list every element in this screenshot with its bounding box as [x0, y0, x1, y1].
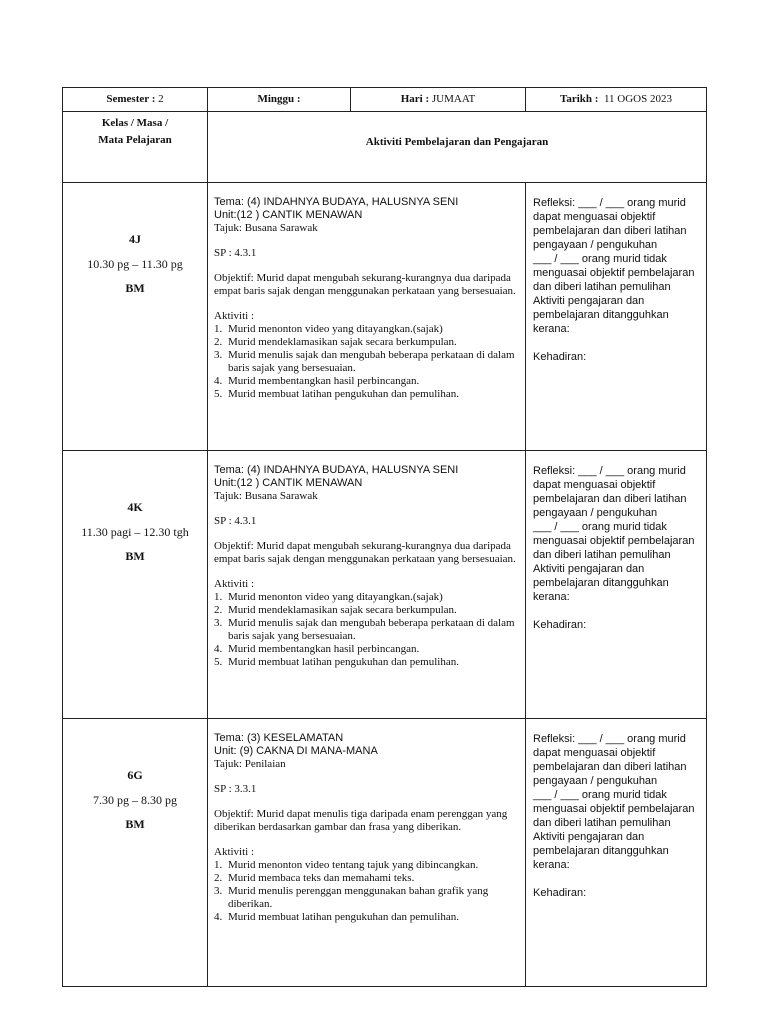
tarikh-cell [526, 88, 707, 112]
sp-text: SP : 4.3.1 [214, 515, 257, 527]
sp-text: SP : 3.3.1 [214, 783, 257, 795]
aktiviti-label: Aktiviti : [214, 310, 255, 322]
class-time: 10.30 pg – 11.30 pg [87, 257, 183, 271]
refleksi-line: Aktiviti pengajaran dan pembelajaran ditangguhkan kerana: [533, 563, 669, 603]
kehadiran-text: Kehadiran: [533, 351, 587, 363]
hari-value: JUMAAT [431, 93, 476, 105]
refleksi-cell [526, 451, 707, 719]
refleksi-line: ___ / ___ orang murid tidak menguasai objektif pembelajaran dan diberi latihan pemulihan [533, 521, 695, 561]
aktiviti-label: Aktiviti : [214, 846, 255, 858]
activities-header [208, 112, 707, 183]
class-cell [63, 183, 208, 451]
refleksi-line: Refleksi: ___ / ___ orang murid dapat menguasai objektif pembelajaran dan diberi latihan pengayaan / pengukuhan [533, 465, 687, 519]
objektif-text: Objektif: Murid dapat menulis tiga daripada enam perenggan yang diberikan berdasarkan gambar dan frasa yang diberikan. [214, 808, 508, 833]
aktiviti-list [214, 859, 519, 924]
refleksi-line: Refleksi: ___ / ___ orang murid dapat menguasai objektif pembelajaran dan diberi latihan pengayaan / pengukuhan [533, 197, 687, 251]
refleksi-line: Refleksi: ___ / ___ orang murid dapat menguasai objektif pembelajaran dan diberi latihan pengayaan / pengukuhan [533, 733, 687, 787]
class-name: 6G [127, 768, 143, 782]
refleksi-cell [526, 719, 707, 987]
lesson-row [63, 719, 707, 987]
tarikh-value: 11 OGOS 2023 [603, 93, 672, 105]
aktiviti-item: 3. Murid menulis sajak dan mengubah beberapa perkataan di dalam baris sajak yang bersesuaian. [225, 617, 519, 643]
activity-cell [208, 719, 526, 987]
lesson-plan-table [62, 87, 707, 987]
refleksi-line: ___ / ___ orang murid tidak menguasai objektif pembelajaran dan diberi latihan pemulihan [533, 253, 695, 293]
tema-text: Tema: (4) INDAHNYA BUDAYA, HALUSNYA SENI [214, 464, 459, 476]
tajuk-text: Tajuk: Busana Sarawak [214, 490, 318, 502]
refleksi-line: Aktiviti pengajaran dan pembelajaran ditangguhkan kerana: [533, 831, 669, 871]
refleksi-cell [526, 183, 707, 451]
subheader-row [63, 112, 707, 183]
unit-text: Unit:(12 ) CANTIK MENAWAN [214, 477, 363, 489]
hari-cell [351, 88, 526, 112]
semester-label: Semester : [106, 93, 156, 105]
sp-text: SP : 4.3.1 [214, 247, 257, 259]
lesson-row [63, 451, 707, 719]
class-subject: BM [125, 549, 145, 563]
header-row [63, 88, 707, 112]
semester-cell [63, 88, 208, 112]
aktiviti-label: Aktiviti : [214, 578, 255, 590]
aktiviti-item: 1. Murid menonton video tentang tajuk yang dibincangkan. [225, 859, 519, 872]
aktiviti-item: 5. Murid membuat latihan pengukuhan dan pemulihan. [225, 656, 519, 669]
class-time: 11.30 pagi – 12.30 tgh [81, 525, 189, 539]
subheader-left-line1: Kelas / Masa / [101, 117, 169, 129]
semester-value: 2 [158, 93, 164, 105]
activity-cell [208, 183, 526, 451]
aktiviti-item: 1. Murid menonton video yang ditayangkan.(sajak) [225, 591, 519, 604]
aktiviti-item: 2. Murid mendeklamasikan sajak secara berkumpulan. [225, 604, 519, 617]
class-time-subject-header [63, 112, 208, 183]
kehadiran-text: Kehadiran: [533, 887, 587, 899]
lesson-row [63, 183, 707, 451]
class-subject: BM [125, 281, 145, 295]
subheader-left-line2: Mata Pelajaran [98, 134, 172, 146]
class-time: 7.30 pg – 8.30 pg [93, 793, 177, 807]
aktiviti-item: 2. Murid mendeklamasikan sajak secara berkumpulan. [225, 336, 519, 349]
aktiviti-list [214, 591, 519, 669]
aktiviti-item: 3. Murid menulis perenggan menggunakan bahan grafik yang diberikan. [225, 885, 519, 911]
aktiviti-item: 2. Murid membaca teks dan memahami teks. [225, 872, 519, 885]
class-subject: BM [125, 817, 145, 831]
tarikh-label: Tarikh : [560, 93, 599, 105]
objektif-text: Objektif: Murid dapat mengubah sekurang-kurangnya dua daripada empat baris sajak dengan menggunakan perkataan yang bersesuaian. [214, 540, 516, 565]
class-cell [63, 719, 208, 987]
tajuk-text: Tajuk: Penilaian [214, 758, 286, 770]
activity-cell [208, 451, 526, 719]
aktiviti-item: 3. Murid menulis sajak dan mengubah beberapa perkataan di dalam baris sajak yang bersesuaian. [225, 349, 519, 375]
aktiviti-item: 4. Murid membuat latihan pengukuhan dan pemulihan. [225, 911, 519, 924]
refleksi-line: Aktiviti pengajaran dan pembelajaran ditangguhkan kerana: [533, 295, 669, 335]
class-cell [63, 451, 208, 719]
tema-text: Tema: (4) INDAHNYA BUDAYA, HALUSNYA SENI [214, 196, 459, 208]
hari-label: Hari : [400, 93, 430, 105]
lesson-plan-sheet [62, 87, 706, 987]
activities-title: Aktiviti Pembelajaran dan Pengajaran [365, 136, 549, 148]
objektif-text: Objektif: Murid dapat mengubah sekurang-kurangnya dua daripada empat baris sajak dengan menggunakan perkataan yang bersesuaian. [214, 272, 516, 297]
minggu-cell [208, 88, 351, 112]
minggu-label: Minggu : [257, 93, 301, 105]
kehadiran-text: Kehadiran: [533, 619, 587, 631]
aktiviti-item: 4. Murid membentangkan hasil perbincangan. [225, 643, 519, 656]
aktiviti-list [214, 323, 519, 401]
aktiviti-item: 1. Murid menonton video yang ditayangkan.(sajak) [225, 323, 519, 336]
aktiviti-item: 5. Murid membuat latihan pengukuhan dan pemulihan. [225, 388, 519, 401]
refleksi-line: ___ / ___ orang murid tidak menguasai objektif pembelajaran dan diberi latihan pemulihan [533, 789, 695, 829]
unit-text: Unit:(12 ) CANTIK MENAWAN [214, 209, 363, 221]
tema-text: Tema: (3) KESELAMATAN [214, 732, 344, 744]
class-name: 4K [127, 500, 143, 514]
unit-text: Unit: (9) CAKNA DI MANA-MANA [214, 745, 378, 757]
aktiviti-item: 4. Murid membentangkan hasil perbincangan. [225, 375, 519, 388]
tajuk-text: Tajuk: Busana Sarawak [214, 222, 318, 234]
class-name: 4J [129, 232, 141, 246]
